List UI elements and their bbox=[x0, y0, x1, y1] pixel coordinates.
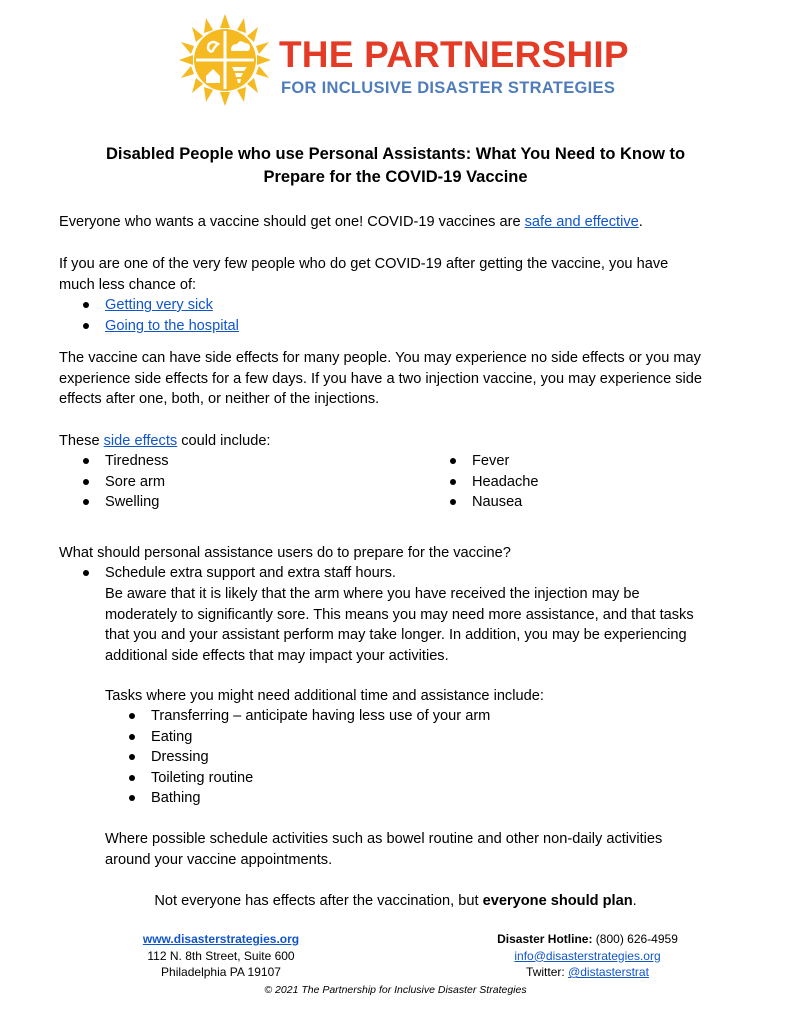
hotline-label: Disaster Hotline: bbox=[497, 932, 593, 946]
breakthrough-paragraph bbox=[59, 254, 668, 295]
website-link[interactable]: www.disasterstrategies.org bbox=[142, 932, 300, 946]
org-logo bbox=[175, 14, 635, 106]
hotline bbox=[480, 931, 695, 948]
list-item bbox=[105, 451, 169, 472]
bullet-icon bbox=[129, 754, 135, 760]
side-effects-paragraph bbox=[59, 348, 702, 410]
prep-detail bbox=[105, 584, 694, 666]
bullet-icon bbox=[129, 795, 135, 801]
list-item bbox=[151, 727, 192, 748]
side-effect-item: Sore arm bbox=[105, 474, 166, 490]
tasks-intro: Tasks where you might need additional time and assistance include: bbox=[105, 688, 544, 704]
intro-text: Everyone who wants a vaccine should get one! COVID-19 vaccines are bbox=[59, 214, 525, 230]
closing-normal: Not everyone has effects after the vaccination, but bbox=[154, 893, 483, 909]
prep-detail-line: additional side effects that may impact your activities. bbox=[105, 647, 449, 664]
list-item bbox=[105, 563, 396, 584]
intro-end: . bbox=[638, 214, 643, 230]
address-line-1: 112 N. 8th Street, Suite 600 bbox=[147, 948, 295, 963]
side-effects-intro bbox=[59, 431, 271, 452]
breakthrough-line-1: If you are one of the very few people who do get COVID-19 after getting the vaccine, you have bbox=[59, 256, 669, 272]
task-item: Transferring – anticipate having less use of your arm bbox=[151, 708, 491, 724]
task-item: Toileting routine bbox=[151, 770, 254, 786]
title-line-2: Prepare for the COVID-19 Vaccine bbox=[263, 168, 528, 186]
bullet-icon bbox=[450, 499, 456, 505]
bullet-icon bbox=[129, 713, 135, 719]
closing-statement bbox=[0, 891, 791, 912]
list-item bbox=[105, 492, 159, 513]
org-name-sub: FOR INCLUSIVE DISASTER STRATEGIES bbox=[281, 79, 616, 97]
bullet-icon bbox=[129, 775, 135, 781]
title-line-1: Disabled People who use Personal Assistants: What You Need to Know to bbox=[105, 145, 686, 163]
sun-emblem-icon bbox=[175, 14, 275, 106]
list-item bbox=[105, 295, 213, 316]
prep-question: What should personal assistance users do to prepare for the vaccine? bbox=[59, 545, 511, 561]
list-item bbox=[151, 788, 201, 809]
bullet-icon bbox=[450, 479, 456, 485]
side-effect-item: Tiredness bbox=[105, 453, 169, 469]
hotline-number: (800) 626-4959 bbox=[592, 932, 678, 946]
list-item bbox=[105, 472, 165, 493]
twitter bbox=[480, 964, 695, 981]
side-effects-line-1: The vaccine can have side effects for many people. You may experience no side effects or you may bbox=[59, 350, 701, 366]
side-effect-item: Swelling bbox=[105, 494, 160, 510]
list-item bbox=[472, 451, 509, 472]
side-effect-item: Headache bbox=[472, 474, 539, 490]
prep-item: Schedule extra support and extra staff hours. bbox=[105, 565, 396, 581]
closing-end: . bbox=[632, 893, 637, 909]
bullet-icon bbox=[83, 302, 89, 308]
list-item bbox=[151, 747, 209, 768]
footer-address bbox=[136, 931, 306, 981]
prep-detail-line: that you and your assistant perform may take longer. In addition, you may be experiencing bbox=[105, 627, 687, 643]
footer-contact bbox=[480, 931, 695, 981]
intro-paragraph bbox=[59, 212, 643, 233]
schedule-paragraph bbox=[105, 829, 662, 870]
list-item bbox=[151, 706, 490, 727]
email-link[interactable]: info@disasterstrategies.org bbox=[514, 948, 661, 963]
bullet-icon bbox=[450, 458, 456, 464]
list-item bbox=[151, 768, 253, 789]
list-item bbox=[105, 316, 239, 337]
bullet-icon bbox=[83, 458, 89, 464]
list-item bbox=[472, 492, 522, 513]
bullet-icon bbox=[83, 499, 89, 505]
side-effects-link[interactable]: side effects bbox=[103, 433, 178, 449]
org-name-main: THE PARTNERSHIP bbox=[279, 34, 629, 75]
list-item bbox=[472, 472, 539, 493]
schedule-line-1: Where possible schedule activities such as bowel routine and other non-daily activities bbox=[105, 831, 663, 847]
bullet-icon bbox=[129, 734, 135, 740]
prep-detail-line: Be aware that it is likely that the arm where you have received the injection may be bbox=[105, 586, 640, 602]
twitter-link[interactable]: @distasterstrat bbox=[568, 965, 649, 979]
prep-detail-line: moderately to significantly sore. This means you may need more assistance, and that tasks bbox=[105, 606, 694, 623]
getting-very-sick-link[interactable]: Getting very sick bbox=[105, 297, 213, 313]
task-item: Dressing bbox=[151, 749, 209, 765]
side-effect-item: Fever bbox=[472, 453, 510, 469]
address-line-2: Philadelphia PA 19107 bbox=[161, 965, 281, 979]
bullet-icon bbox=[83, 479, 89, 485]
closing-bold: everyone should plan bbox=[482, 893, 633, 909]
side-effects-line-3: effects after one, both, or neither of the injections. bbox=[59, 391, 380, 407]
side-effects-post: could include: bbox=[177, 433, 271, 449]
bullet-icon bbox=[83, 323, 89, 329]
task-item: Eating bbox=[151, 729, 193, 745]
twitter-label: Twitter: bbox=[526, 965, 569, 979]
side-effect-item: Nausea bbox=[472, 494, 523, 510]
safe-and-effective-link[interactable]: safe and effective bbox=[524, 214, 639, 230]
bullet-icon bbox=[83, 570, 89, 576]
copyright: © 2021 The Partnership for Inclusive Disaster Strategies bbox=[264, 984, 527, 996]
side-effects-line-2: experience side effects for a few days. If you have a two injection vaccine, you may experience side bbox=[59, 370, 703, 387]
document-title bbox=[40, 143, 751, 189]
task-item: Bathing bbox=[151, 790, 201, 806]
side-effects-pre: These bbox=[59, 433, 104, 449]
going-to-hospital-link[interactable]: Going to the hospital bbox=[105, 318, 239, 334]
schedule-line-2: around your vaccine appointments. bbox=[105, 851, 333, 868]
breakthrough-line-2: much less chance of: bbox=[59, 276, 197, 293]
